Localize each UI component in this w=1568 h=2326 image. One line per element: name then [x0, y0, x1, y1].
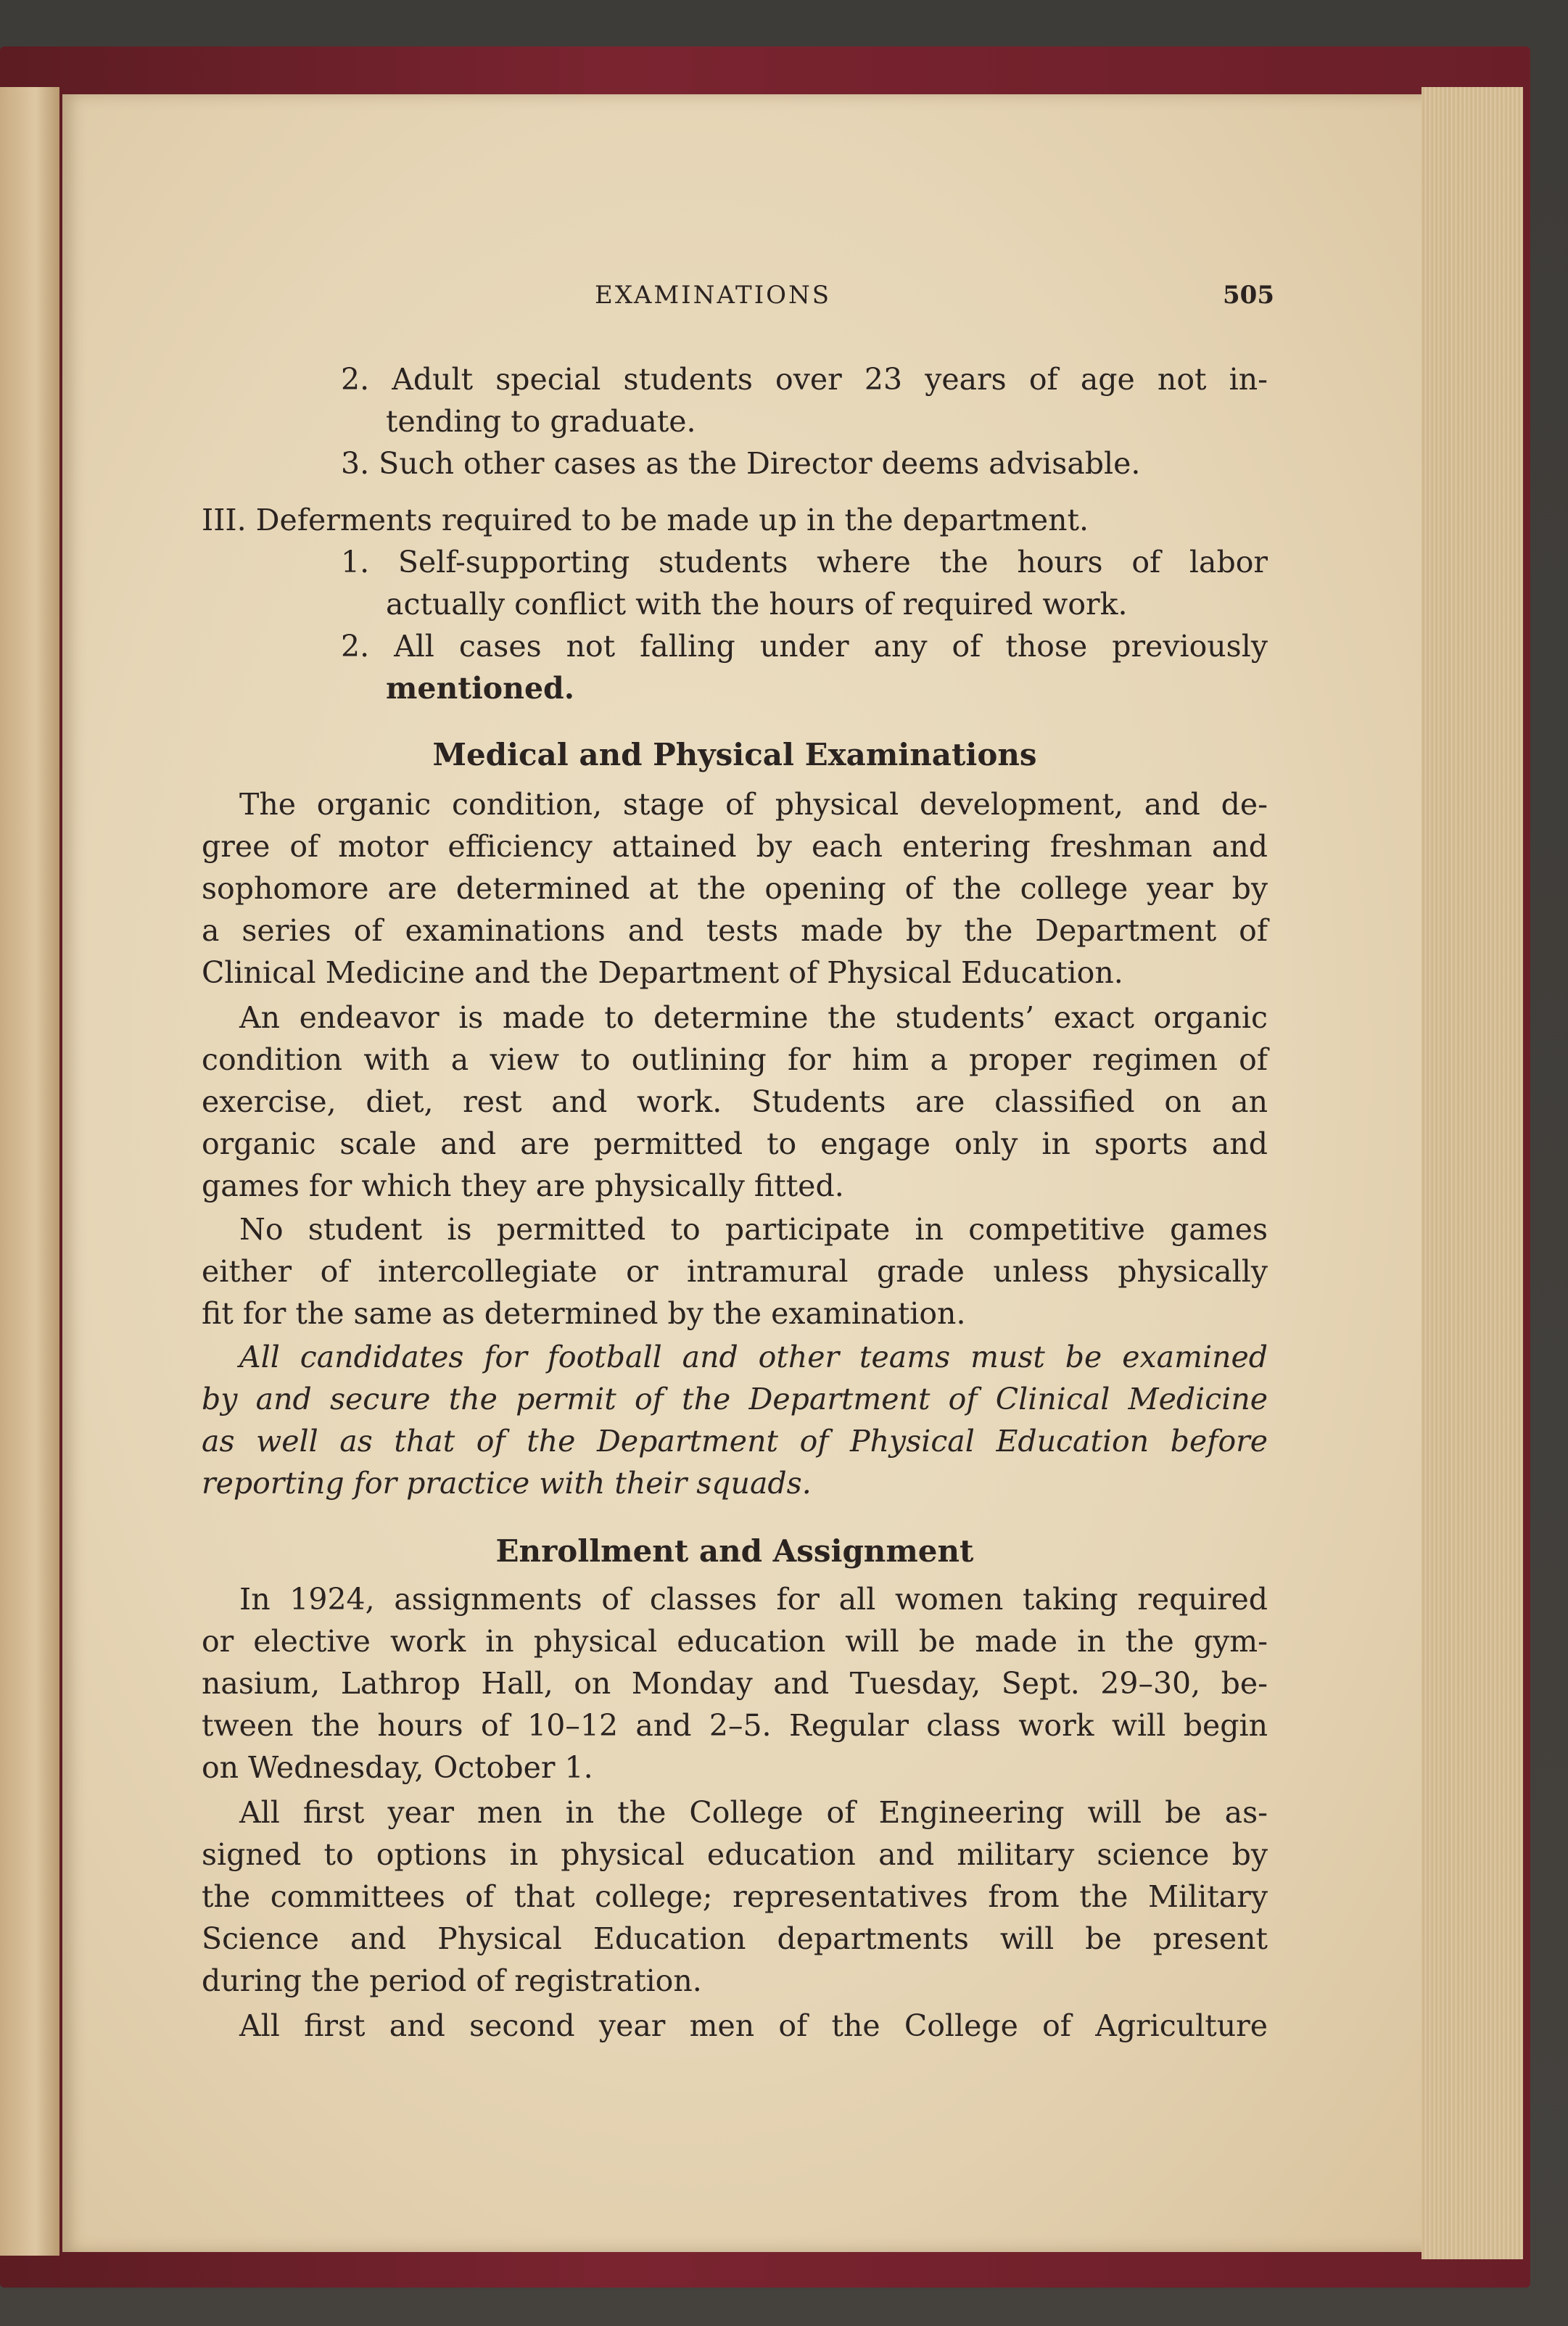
deferment-sub-2-line-1: 2. All cases not falling under any of those previously [341, 629, 1268, 664]
medical-heading: Medical and Physical Examinations [432, 737, 1037, 772]
medical-line: The organic condition, stage of physical development, and de- [239, 787, 1268, 822]
enrollment-line: All first year men in the College of Engineering will be as- [239, 1795, 1268, 1830]
medical-line: No student is permitted to participate in competitive games [239, 1212, 1268, 1247]
medical-italic-line: All candidates for football and other teams must be examined [239, 1340, 1268, 1374]
deferment-sub-1-line-2: actually conflict with the hours of required work. [386, 587, 1128, 622]
running-head: EXAMINATIONS [595, 281, 832, 310]
enrollment-line: nasium, Lathrop Hall, on Monday and Tuesday, Sept. 29–30, be- [202, 1666, 1268, 1701]
deferment-sub-1-line-1: 1. Self-supporting students where the hours of labor [341, 545, 1268, 580]
medical-line: games for which they are physically fitted. [202, 1168, 844, 1203]
medical-italic-line: reporting for practice with their squads. [202, 1466, 812, 1501]
deferment-item-3: 3. Such other cases as the Director deems advisable. [341, 446, 1141, 481]
enrollment-line: during the period of registration. [202, 1963, 702, 1998]
enrollment-line: tween the hours of 10–12 and 2–5. Regular class work will begin [202, 1708, 1268, 1743]
deferment-item-2-line-1: 2. Adult special students over 23 years of age not in- [341, 362, 1268, 397]
enrollment-line: signed to options in physical education and military science by [202, 1837, 1268, 1872]
medical-italic-line: by and secure the permit of the Department of Clinical Medicine [202, 1382, 1268, 1416]
enrollment-line: the committees of that college; representatives from the Military [202, 1879, 1268, 1914]
medical-italic-line: as well as that of the Department of Physical Education before [202, 1424, 1268, 1459]
enrollment-line: In 1924, assignments of classes for all women taking required [239, 1582, 1268, 1617]
medical-line: a series of examinations and tests made by the Department of [202, 913, 1268, 948]
enrollment-line: on Wednesday, October 1. [202, 1750, 593, 1785]
medical-line: condition with a view to outlining for him a proper regimen of [202, 1042, 1268, 1077]
medical-line: organic scale and are permitted to engage only in sports and [202, 1126, 1268, 1161]
enrollment-line: All first and second year men of the College of Agriculture [239, 2008, 1268, 2043]
enrollment-line: or elective work in physical education will be made in the gym- [202, 1624, 1268, 1659]
medical-line: gree of motor efficiency attained by each entering freshman and [202, 829, 1268, 864]
page-number: 505 [1223, 281, 1274, 310]
enrollment-heading: Enrollment and Assignment [495, 1533, 974, 1569]
medical-line: sophomore are determined at the opening of the college year by [202, 871, 1268, 906]
deferment-item-2-line-2: tending to graduate. [386, 404, 696, 439]
medical-line: An endeavor is made to determine the students’ exact organic [239, 1000, 1268, 1035]
deferment-sub-2-line-2: mentioned. [386, 671, 574, 706]
medical-line: either of intercollegiate or intramural grade unless physically [202, 1254, 1268, 1289]
medical-line: exercise, diet, rest and work. Students are classified on an [202, 1084, 1268, 1119]
deferment-section-3: III. Deferments required to be made up in the department. [202, 503, 1089, 537]
enrollment-line: Science and Physical Education departments will be present [202, 1921, 1268, 1956]
medical-line: Clinical Medicine and the Department of Physical Education. [202, 955, 1123, 990]
medical-line: fit for the same as determined by the examination. [202, 1296, 966, 1331]
